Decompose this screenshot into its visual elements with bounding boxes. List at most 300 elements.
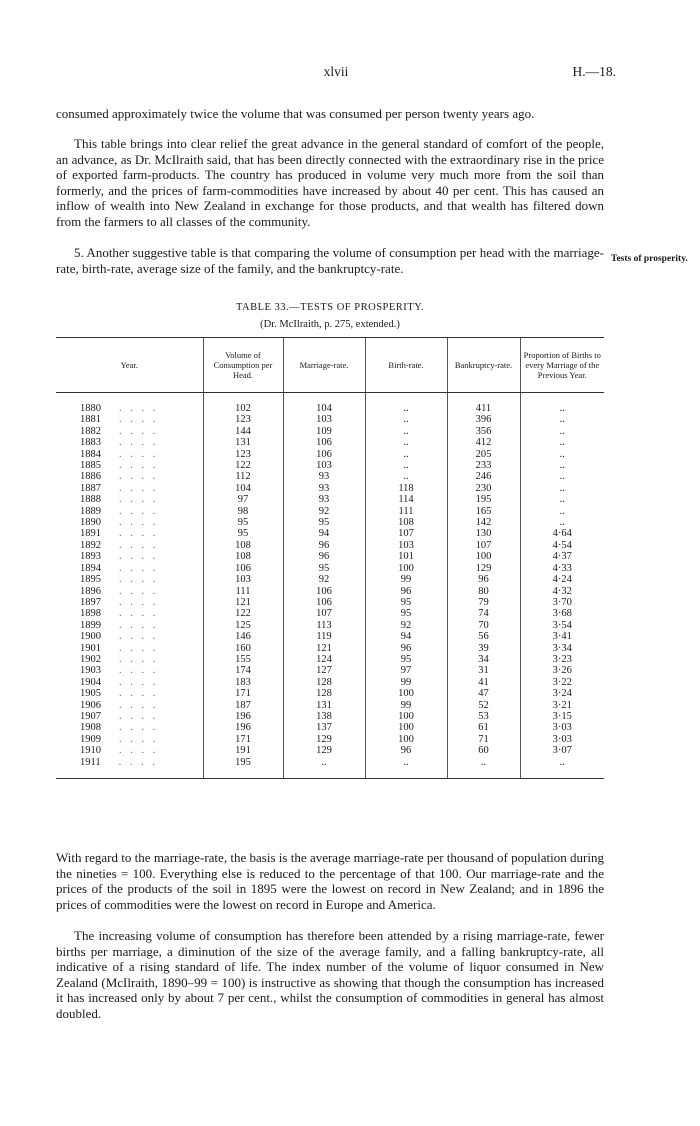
cell-birth-rate: .. [365, 757, 447, 779]
cell-births-per-marriage: .. [520, 471, 604, 482]
year-label: 1903 [80, 665, 101, 677]
header-consumption: Volume of Consumption per Head. [203, 338, 283, 393]
year-label: 1889 [80, 505, 101, 517]
table-row [56, 597, 604, 608]
table-row [56, 574, 604, 585]
leader-dots: . . . . [119, 403, 159, 414]
cell-birth-rate: .. [365, 437, 447, 448]
cell-births-per-marriage: .. [520, 393, 604, 415]
cell-bankruptcy-rate: 34 [447, 654, 520, 665]
cell-marriage-rate: 131 [283, 700, 365, 711]
cell-year [56, 551, 203, 562]
paragraph-standard-of-comfort: This table brings into clear relief the great advance in the general standard of comfort of the people, an advance, as Dr. McIlraith said, that has been directly connected with the extraordinary rise in the price of exported farm-products. The country has produced in volume very much more from the soil than formerly, and the prices of farm-commodities have increased by about 40 per cent. This has caused an inflow of wealth into New Zealand in exchange for those products, and that wealth has filtered down from the farmers to all classes of the community. [56, 136, 604, 229]
cell-births-per-marriage: .. [520, 506, 604, 517]
cell-bankruptcy-rate: 412 [447, 437, 520, 448]
cell-bankruptcy-rate: 96 [447, 574, 520, 585]
page-header [56, 64, 616, 84]
year-label: 1896 [80, 585, 101, 597]
cell-year [56, 483, 203, 494]
leader-dots: . . . . [119, 471, 159, 483]
cell-consumption: 108 [203, 551, 283, 562]
cell-bankruptcy-rate: 230 [447, 483, 520, 494]
cell-birth-rate: 99 [365, 677, 447, 688]
cell-year [56, 517, 203, 528]
cell-marriage-rate: 121 [283, 643, 365, 654]
cell-consumption: 97 [203, 494, 283, 505]
cell-year [56, 745, 203, 756]
cell-births-per-marriage: 3·24 [520, 688, 604, 699]
cell-births-per-marriage: .. [520, 449, 604, 460]
cell-birth-rate: 94 [365, 631, 447, 642]
cell-birth-rate: 114 [365, 494, 447, 505]
cell-marriage-rate: 103 [283, 414, 365, 425]
table-body [56, 393, 604, 779]
cell-consumption: 102 [203, 393, 283, 415]
cell-birth-rate: 100 [365, 688, 447, 699]
cell-births-per-marriage: 3·22 [520, 677, 604, 688]
cell-year [56, 665, 203, 676]
cell-bankruptcy-rate: 74 [447, 608, 520, 619]
cell-births-per-marriage: 3·21 [520, 700, 604, 711]
cell-births-per-marriage: 3·23 [520, 654, 604, 665]
cell-consumption: 95 [203, 528, 283, 539]
cell-consumption: 108 [203, 540, 283, 551]
cell-year [56, 643, 203, 654]
leader-dots: . . . . [119, 642, 159, 654]
leader-dots: . . . . [119, 448, 159, 460]
leader-dots: . . . . [119, 699, 159, 711]
cell-marriage-rate: 124 [283, 654, 365, 665]
table-row [56, 483, 604, 494]
cell-bankruptcy-rate: 61 [447, 722, 520, 733]
table-row [56, 757, 604, 779]
leader-dots: . . . . [119, 562, 159, 574]
cell-year [56, 597, 203, 608]
table-row [56, 745, 604, 756]
paragraph-rising-standard: The increasing volume of consumption has therefore been attended by a rising marriage-rate, fewer births per marriage, a diminution of the size of the average family, and a falling bankruptcy-rate, all indicative of a rising standard of life. The index number of the volume of liquor consumed in New Zealand (McIlraith, 1890–99 = 100) is instructive as showing that though the consumption has increased it has increased only by about 7 per cent., whilst the consumption of commodities in general has almost doubled. [56, 928, 604, 1021]
cell-year [56, 631, 203, 642]
cell-birth-rate: .. [365, 426, 447, 437]
cell-birth-rate: 96 [365, 643, 447, 654]
cell-birth-rate: 111 [365, 506, 447, 517]
cell-birth-rate: 100 [365, 711, 447, 722]
year-label: 1899 [80, 619, 101, 631]
cell-bankruptcy-rate: .. [447, 757, 520, 779]
cell-births-per-marriage: 3·70 [520, 597, 604, 608]
cell-consumption: 121 [203, 597, 283, 608]
cell-consumption: 160 [203, 643, 283, 654]
cell-bankruptcy-rate: 195 [447, 494, 520, 505]
cell-bankruptcy-rate: 80 [447, 586, 520, 597]
cell-marriage-rate: 96 [283, 551, 365, 562]
cell-births-per-marriage: 3·68 [520, 608, 604, 619]
cell-marriage-rate: 93 [283, 494, 365, 505]
cell-births-per-marriage: 3·07 [520, 745, 604, 756]
year-label: 1883 [80, 437, 101, 449]
table-row [56, 654, 604, 665]
header-bankruptcy-rate: Bankruptcy-rate. [447, 338, 520, 393]
header-year: Year. [56, 338, 203, 393]
year-label: 1910 [80, 745, 101, 757]
table-row [56, 643, 604, 654]
leader-dots: . . . . [119, 688, 159, 700]
cell-births-per-marriage: .. [520, 460, 604, 471]
table-row [56, 722, 604, 733]
cell-birth-rate: .. [365, 471, 447, 482]
cell-marriage-rate: 93 [283, 483, 365, 494]
table-row [56, 608, 604, 619]
table-row [56, 460, 604, 471]
cell-births-per-marriage: 3·03 [520, 734, 604, 745]
cell-consumption: 131 [203, 437, 283, 448]
table-row [56, 437, 604, 448]
cell-marriage-rate: 128 [283, 688, 365, 699]
table-row [56, 688, 604, 699]
table-row [56, 620, 604, 631]
leader-dots: . . . . [119, 414, 159, 426]
cell-consumption: 125 [203, 620, 283, 631]
cell-consumption: 112 [203, 471, 283, 482]
cell-marriage-rate: 93 [283, 471, 365, 482]
cell-year [56, 677, 203, 688]
cell-births-per-marriage: 4·24 [520, 574, 604, 585]
table-row [56, 471, 604, 482]
cell-bankruptcy-rate: 70 [447, 620, 520, 631]
cell-year [56, 449, 203, 460]
year-label: 1885 [80, 460, 101, 472]
cell-bankruptcy-rate: 47 [447, 688, 520, 699]
cell-consumption: 123 [203, 414, 283, 425]
cell-marriage-rate: 129 [283, 734, 365, 745]
cell-year [56, 734, 203, 745]
cell-marriage-rate: 113 [283, 620, 365, 631]
cell-year [56, 494, 203, 505]
cell-birth-rate: .. [365, 393, 447, 415]
cell-birth-rate: 100 [365, 722, 447, 733]
cell-consumption: 196 [203, 722, 283, 733]
cell-birth-rate: 108 [365, 517, 447, 528]
year-label: 1901 [80, 642, 101, 654]
cell-marriage-rate: 96 [283, 540, 365, 551]
cell-consumption: 171 [203, 734, 283, 745]
cell-birth-rate: 95 [365, 597, 447, 608]
leader-dots: . . . . [119, 528, 159, 540]
cell-year [56, 437, 203, 448]
cell-consumption: 111 [203, 586, 283, 597]
cell-year [56, 393, 203, 415]
year-label: 1894 [80, 562, 101, 574]
cell-birth-rate: 100 [365, 734, 447, 745]
cell-births-per-marriage: 3·41 [520, 631, 604, 642]
year-label: 1882 [80, 425, 101, 437]
cell-bankruptcy-rate: 165 [447, 506, 520, 517]
cell-consumption: 106 [203, 563, 283, 574]
cell-year [56, 540, 203, 551]
cell-year [56, 563, 203, 574]
year-label: 1884 [80, 448, 101, 460]
cell-births-per-marriage: .. [520, 757, 604, 779]
cell-consumption: 122 [203, 608, 283, 619]
cell-year [56, 722, 203, 733]
cell-marriage-rate: 128 [283, 677, 365, 688]
cell-births-per-marriage: 3·54 [520, 620, 604, 631]
cell-marriage-rate: 109 [283, 426, 365, 437]
table-header-row [56, 338, 604, 393]
cell-bankruptcy-rate: 356 [447, 426, 520, 437]
cell-bankruptcy-rate: 246 [447, 471, 520, 482]
table-row [56, 414, 604, 425]
year-label: 1897 [80, 596, 101, 608]
leader-dots: . . . . [119, 460, 159, 472]
leader-dots: . . . . [119, 585, 159, 597]
table-row [56, 494, 604, 505]
cell-marriage-rate: 119 [283, 631, 365, 642]
table-title: TABLE 33.—TESTS OF PROSPERITY. [235, 302, 425, 313]
cell-year [56, 620, 203, 631]
leader-dots: . . . . [119, 653, 159, 665]
cell-bankruptcy-rate: 41 [447, 677, 520, 688]
cell-births-per-marriage: .. [520, 426, 604, 437]
leader-dots: . . . . [119, 494, 159, 506]
cell-marriage-rate: 94 [283, 528, 365, 539]
table-row [56, 426, 604, 437]
cell-consumption: 144 [203, 426, 283, 437]
cell-consumption: 98 [203, 506, 283, 517]
cell-bankruptcy-rate: 53 [447, 711, 520, 722]
cell-bankruptcy-rate: 107 [447, 540, 520, 551]
document-reference: H.—18. [572, 64, 616, 79]
table-row [56, 665, 604, 676]
cell-year [56, 506, 203, 517]
page-number: xlvii [323, 64, 349, 79]
cell-births-per-marriage: .. [520, 483, 604, 494]
cell-bankruptcy-rate: 60 [447, 745, 520, 756]
table-row [56, 711, 604, 722]
cell-birth-rate: 95 [365, 608, 447, 619]
cell-births-per-marriage: 4·32 [520, 586, 604, 597]
cell-births-per-marriage: 4·54 [520, 540, 604, 551]
cell-births-per-marriage: 4·37 [520, 551, 604, 562]
year-label: 1906 [80, 699, 101, 711]
cell-bankruptcy-rate: 233 [447, 460, 520, 471]
cell-consumption: 155 [203, 654, 283, 665]
leader-dots: . . . . [119, 596, 159, 608]
cell-birth-rate: 97 [365, 665, 447, 676]
cell-birth-rate: 99 [365, 574, 447, 585]
leader-dots: . . . . [119, 710, 159, 722]
cell-consumption: 191 [203, 745, 283, 756]
prosperity-table [56, 337, 604, 779]
cell-marriage-rate: 137 [283, 722, 365, 733]
year-label: 1909 [80, 733, 101, 745]
cell-births-per-marriage: .. [520, 494, 604, 505]
leader-dots: . . . . [119, 539, 159, 551]
table-row [56, 586, 604, 597]
year-label: 1892 [80, 539, 101, 551]
cell-bankruptcy-rate: 52 [447, 700, 520, 711]
cell-marriage-rate: .. [283, 757, 365, 779]
cell-birth-rate: 92 [365, 620, 447, 631]
cell-births-per-marriage: 3·34 [520, 643, 604, 654]
leader-dots: . . . . [119, 551, 159, 563]
leader-dots: . . . . [119, 425, 159, 437]
cell-births-per-marriage: 3·03 [520, 722, 604, 733]
paragraph-continued: consumed approximately twice the volume that was consumed per person twenty years ago. [56, 106, 535, 121]
cell-bankruptcy-rate: 56 [447, 631, 520, 642]
cell-consumption: 123 [203, 449, 283, 460]
cell-year [56, 586, 203, 597]
cell-consumption: 103 [203, 574, 283, 585]
leader-dots: . . . . [119, 745, 159, 757]
cell-bankruptcy-rate: 79 [447, 597, 520, 608]
year-label: 1887 [80, 482, 101, 494]
year-label: 1890 [80, 517, 101, 529]
cell-consumption: 95 [203, 517, 283, 528]
table-row [56, 528, 604, 539]
cell-consumption: 195 [203, 757, 283, 779]
cell-marriage-rate: 92 [283, 506, 365, 517]
paragraph-suggestive-table: 5. Another suggestive table is that comparing the volume of consumption per head with the marriage-rate, birth-rate, average size of the family, and the bankruptcy-rate. [56, 245, 604, 276]
year-label: 1905 [80, 688, 101, 700]
cell-birth-rate: 99 [365, 700, 447, 711]
cell-birth-rate: 96 [365, 745, 447, 756]
cell-bankruptcy-rate: 142 [447, 517, 520, 528]
header-birth-rate: Birth-rate. [365, 338, 447, 393]
cell-marriage-rate: 92 [283, 574, 365, 585]
table-row [56, 393, 604, 415]
header-marriage-rate: Marriage-rate. [283, 338, 365, 393]
year-label: 1907 [80, 710, 101, 722]
cell-births-per-marriage: 4·64 [520, 528, 604, 539]
cell-year [56, 528, 203, 539]
cell-birth-rate: 118 [365, 483, 447, 494]
cell-births-per-marriage: 4·33 [520, 563, 604, 574]
table-row [56, 551, 604, 562]
year-label: 1888 [80, 494, 101, 506]
table-row [56, 517, 604, 528]
leader-dots: . . . . [119, 437, 159, 449]
cell-consumption: 187 [203, 700, 283, 711]
table-row [56, 677, 604, 688]
cell-year [56, 414, 203, 425]
cell-marriage-rate: 138 [283, 711, 365, 722]
cell-marriage-rate: 95 [283, 563, 365, 574]
year-label: 1891 [80, 528, 101, 540]
cell-births-per-marriage: .. [520, 437, 604, 448]
margin-note: Tests of prosperity. [611, 254, 688, 264]
cell-year [56, 460, 203, 471]
cell-birth-rate: 100 [365, 563, 447, 574]
table-row [56, 506, 604, 517]
year-label: 1908 [80, 722, 101, 734]
cell-marriage-rate: 106 [283, 586, 365, 597]
cell-consumption: 174 [203, 665, 283, 676]
leader-dots: . . . . [119, 631, 159, 643]
year-label: 1898 [80, 608, 101, 620]
cell-bankruptcy-rate: 39 [447, 643, 520, 654]
cell-bankruptcy-rate: 71 [447, 734, 520, 745]
cell-year [56, 688, 203, 699]
cell-birth-rate: 107 [365, 528, 447, 539]
cell-birth-rate: 101 [365, 551, 447, 562]
leader-dots: . . . . [119, 608, 159, 620]
cell-marriage-rate: 107 [283, 608, 365, 619]
year-label: 1886 [80, 471, 101, 483]
cell-marriage-rate: 129 [283, 745, 365, 756]
paragraph-marriage-rate-basis: With regard to the marriage-rate, the basis is the average marriage-rate per thousand of population during the nineties = 100. Everything else is reduced to the percentage of that 100. Our marriage-rate and the prices of the products of the soil in 1895 were the lowest on record in New Zealand; and in 1896 the prices of commodities were the lowest on record in Europe and America. [56, 850, 604, 912]
year-label: 1904 [80, 676, 101, 688]
cell-birth-rate: .. [365, 414, 447, 425]
year-label: 1880 [80, 403, 101, 414]
cell-births-per-marriage: .. [520, 414, 604, 425]
cell-consumption: 104 [203, 483, 283, 494]
table-row [56, 563, 604, 574]
leader-dots: . . . . [119, 574, 159, 586]
leader-dots: . . . . [119, 619, 159, 631]
cell-year [56, 711, 203, 722]
cell-year [56, 574, 203, 585]
cell-birth-rate: 96 [365, 586, 447, 597]
cell-year [56, 471, 203, 482]
cell-consumption: 183 [203, 677, 283, 688]
leader-dots: . . . . [118, 756, 158, 768]
year-label: 1893 [80, 551, 101, 563]
cell-marriage-rate: 106 [283, 597, 365, 608]
year-label: 1902 [80, 653, 101, 665]
cell-marriage-rate: 106 [283, 449, 365, 460]
cell-year [56, 757, 203, 779]
leader-dots: . . . . [119, 482, 159, 494]
year-label: 1900 [80, 631, 101, 643]
cell-bankruptcy-rate: 31 [447, 665, 520, 676]
cell-marriage-rate: 103 [283, 460, 365, 471]
year-label: 1911 [80, 756, 101, 768]
cell-marriage-rate: 127 [283, 665, 365, 676]
year-label: 1895 [80, 574, 101, 586]
leader-dots: . . . . [119, 665, 159, 677]
year-label: 1881 [80, 414, 101, 426]
cell-births-per-marriage: 3·26 [520, 665, 604, 676]
cell-birth-rate: .. [365, 449, 447, 460]
cell-bankruptcy-rate: 130 [447, 528, 520, 539]
cell-birth-rate: .. [365, 460, 447, 471]
table-row [56, 449, 604, 460]
cell-consumption: 122 [203, 460, 283, 471]
header-births-per-marriage: Proportion of Births to every Marriage of the Previous Year. [520, 338, 604, 393]
table-row [56, 540, 604, 551]
leader-dots: . . . . [119, 517, 159, 529]
leader-dots: . . . . [119, 722, 159, 734]
table-subtitle: (Dr. McIlraith, p. 275, extended.) [260, 319, 400, 330]
cell-births-per-marriage: .. [520, 517, 604, 528]
cell-year [56, 654, 203, 665]
cell-consumption: 196 [203, 711, 283, 722]
cell-year [56, 700, 203, 711]
leader-dots: . . . . [119, 733, 159, 745]
table-row [56, 734, 604, 745]
leader-dots: . . . . [119, 676, 159, 688]
cell-bankruptcy-rate: 129 [447, 563, 520, 574]
cell-consumption: 146 [203, 631, 283, 642]
cell-birth-rate: 95 [365, 654, 447, 665]
cell-birth-rate: 103 [365, 540, 447, 551]
table-row [56, 700, 604, 711]
cell-marriage-rate: 106 [283, 437, 365, 448]
cell-year [56, 426, 203, 437]
cell-marriage-rate: 95 [283, 517, 365, 528]
cell-births-per-marriage: 3·15 [520, 711, 604, 722]
cell-year [56, 608, 203, 619]
